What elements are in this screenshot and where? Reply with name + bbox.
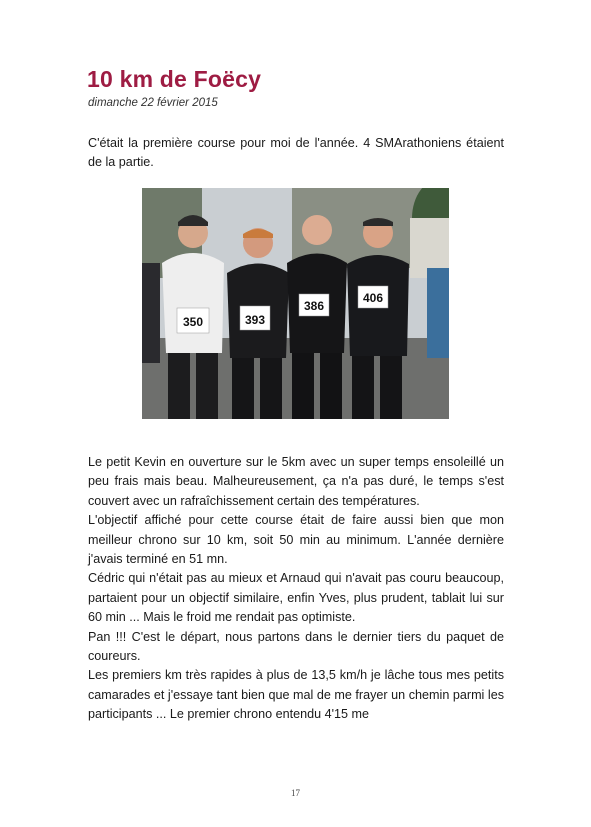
article-date: dimanche 22 février 2015: [88, 97, 218, 109]
bib-number: 393: [244, 313, 266, 327]
bib-number: 386: [303, 299, 325, 313]
bib-number: 350: [182, 315, 204, 329]
page-title: 10 km de Foëcy: [87, 66, 262, 92]
runners-photo: [142, 188, 449, 419]
intro-paragraph: C'était la première course pour moi de l'année. 4 SMArathoniens étaient de la partie.: [88, 136, 504, 170]
bib-number: 406: [362, 291, 384, 305]
body-paragraph: Le petit Kevin en ouverture sur le 5km avec un super temps ensoleillé un peu frais mais beau. Malheureusement, ça n'a pas duré, le temps s'est couvert avec un rafraîchissement certain des températures.: [88, 455, 504, 508]
body-paragraph: Cédric qui n'était pas au mieux et Arnaud qui n'avait pas couru beaucoup, partaient pour un objectif similaire, enfin Yves, plus prudent, tablait lui sur 60 min ... Mais le froid me rendait pas optimiste.: [88, 571, 504, 625]
article-body: [88, 453, 504, 725]
page-number: 17: [291, 788, 300, 798]
body-paragraph: Pan !!! C'est le départ, nous partons dans le dernier tiers du paquet de coureurs.: [88, 629, 504, 664]
body-paragraph: L'objectif affiché pour cette course était de faire aussi bien que mon meilleur chrono sur 10 km, soit 50 min au minimum. L'année dernière j'avais terminé en 51 mn.: [88, 513, 504, 567]
body-paragraph: Les premiers km très rapides à plus de 13,5 km/h je lâche tous mes petits camarades et j'essaye tant bien que mal de me frayer un chemin parmi les participants ... Le premier chrono entendu 4'15 me: [88, 668, 504, 722]
